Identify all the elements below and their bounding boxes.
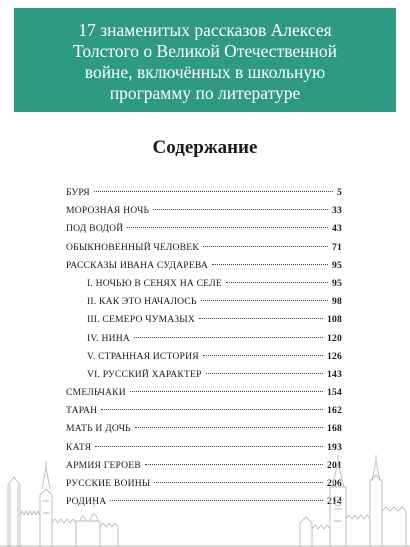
dot-leader [135, 427, 323, 428]
toc-entry-title: ПОД ВОДОЙ [66, 223, 124, 235]
dot-leader [145, 464, 323, 465]
toc-entry-russkie-voiny[interactable] [66, 475, 342, 493]
toc-entry-title: КАТЯ [66, 441, 92, 453]
toc-entry-page: 168 [327, 423, 342, 435]
toc-heading: Содержание [152, 137, 258, 158]
toc-subentry-5[interactable] [66, 348, 342, 366]
toc-entry-title: АРМИЯ ГЕРОЕВ [66, 459, 141, 471]
toc-entry-rasskazy-ivana-sudareva[interactable] [66, 257, 342, 275]
toc-entry-mat-i-doch[interactable] [66, 420, 342, 438]
toc-entry-title: РАССКАЗЫ ИВАНА СУДАРЕВА [66, 259, 209, 271]
toc-entry-page: 126 [327, 350, 342, 362]
toc-subentry-2[interactable] [66, 293, 342, 311]
dot-leader [127, 227, 328, 228]
toc-subentry-4[interactable] [66, 330, 342, 348]
banner-line: программу по литературе [109, 83, 301, 103]
toc-entry-title: IV. НИНА [87, 332, 130, 344]
toc-entry-katya[interactable] [66, 439, 342, 457]
subtitle-banner [14, 8, 396, 112]
toc-entry-page: 33 [332, 205, 342, 217]
banner-line: Толстого о Великой Отечественной [72, 41, 337, 61]
toc-entry-title: РОДИНА [66, 496, 107, 508]
toc-entry-page: 193 [327, 441, 342, 453]
toc-entry-page: 154 [327, 387, 342, 399]
toc-entry-page: 108 [327, 314, 342, 326]
toc-subentry-1[interactable] [66, 275, 342, 293]
toc-entry-page: 201 [327, 459, 342, 471]
toc-entry-page: 206 [327, 478, 342, 489]
toc-entry-title: ОБЫКНОВЕННЫЙ ЧЕЛОВЕК [66, 241, 199, 253]
toc-entry-title: I. НОЧЬЮ В СЕНЯХ НА СЕЛЕ [87, 277, 222, 289]
toc-entry-title: VI. РУССКИЙ ХАРАКТЕР [87, 368, 202, 380]
dot-leader [153, 209, 328, 210]
toc-entry-armiya-geroev[interactable] [66, 457, 342, 475]
toc-entry-rodina[interactable] [66, 493, 342, 511]
toc-entry-moroznaya-noch[interactable] [66, 202, 342, 220]
toc-entry-title: II. КАК ЭТО НАЧАЛОСЬ [87, 296, 197, 308]
toc-entry-burya[interactable] [66, 184, 342, 202]
toc-entry-page: 98 [332, 296, 342, 308]
toc-entry-smelchaki[interactable] [66, 384, 342, 402]
banner-line: войне, включённых в школьную [84, 62, 326, 82]
toc-entry-title: РУССКИЕ ВОИНЫ [66, 478, 151, 489]
dot-leader [206, 373, 323, 374]
toc-entry-obyknovenny-chelovek[interactable] [66, 239, 342, 257]
dot-leader [212, 264, 328, 265]
toc-entry-title: III. СЕМЕРО ЧУМАЗЫХ [87, 314, 195, 326]
toc-entry-page: 120 [327, 332, 342, 344]
dot-leader [110, 500, 323, 501]
dot-leader [203, 246, 328, 247]
toc-entry-page: 143 [327, 368, 342, 380]
toc-entry-page: 71 [332, 241, 342, 253]
toc-entry-title: МОРОЗНАЯ НОЧЬ [66, 205, 150, 217]
toc-entry-title: МАТЬ И ДОЧЬ [66, 423, 131, 435]
toc-entry-taran[interactable] [66, 402, 342, 420]
toc-entry-page: 95 [332, 277, 342, 289]
toc-entry-title: ТАРАН [66, 405, 98, 417]
toc-subentry-3[interactable] [66, 311, 342, 329]
toc-entry-page: 43 [332, 223, 342, 235]
toc-entry-title: V. СТРАННАЯ ИСТОРИЯ [87, 350, 199, 362]
toc-entry-page: 95 [332, 259, 342, 271]
dot-leader [226, 282, 328, 283]
toc-entry-page: 214 [327, 496, 342, 508]
dot-leader [134, 337, 323, 338]
toc-entry-pod-vodoy[interactable] [66, 220, 342, 238]
dot-leader [203, 355, 323, 356]
toc-entry-title: БУРЯ [66, 187, 90, 198]
dot-leader [201, 300, 328, 301]
toc-entry-page: 5 [337, 187, 342, 198]
toc-entry-title: СМЕЛЬЧАКИ [66, 387, 126, 399]
dot-leader [154, 482, 323, 483]
toc-entry-page: 162 [327, 405, 342, 417]
dot-leader [130, 391, 323, 392]
dot-leader [101, 409, 323, 410]
dot-leader [94, 191, 333, 192]
banner-line: 17 знаменитых рассказов Алексея [78, 20, 332, 40]
toc-subentry-6[interactable] [66, 366, 342, 384]
dot-leader [199, 318, 323, 319]
dot-leader [95, 446, 323, 447]
table-of-contents [66, 184, 342, 511]
